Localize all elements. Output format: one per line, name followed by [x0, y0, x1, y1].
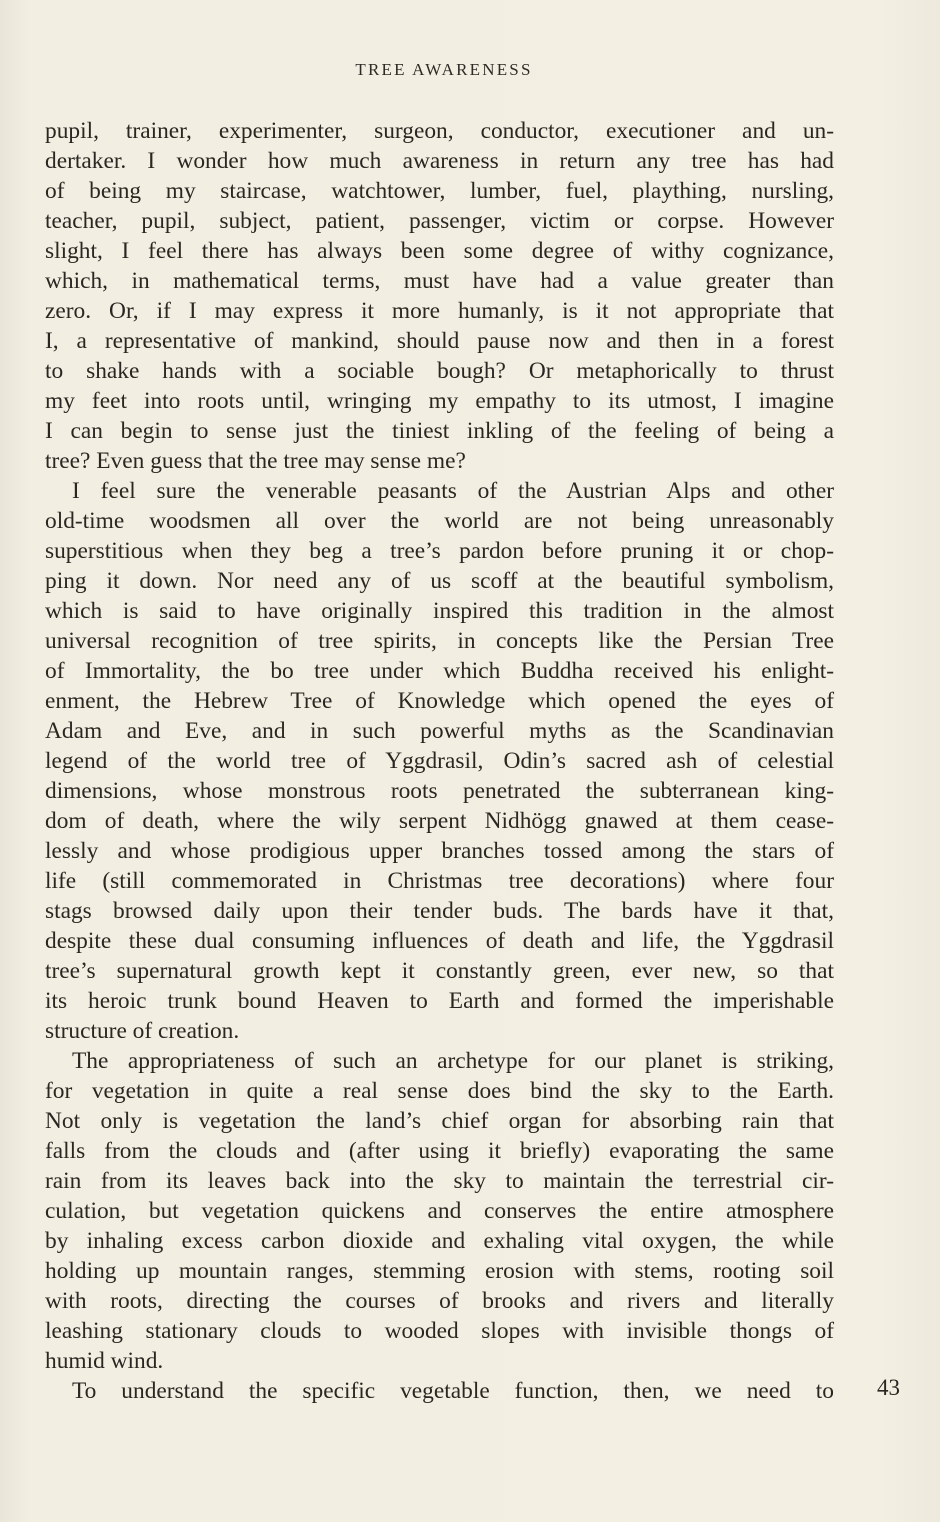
- text-line: pupil, trainer, experimenter, surgeon, conductor, executioner and un-: [45, 118, 834, 144]
- text-line: which is said to have originally inspired this tradition in the almost: [45, 598, 834, 624]
- text-line: To understand the specific vegetable function, then, we need to: [72, 1378, 834, 1404]
- text-line: I can begin to sense just the tiniest inkling of the feeling of being a: [45, 418, 834, 444]
- text-line: enment, the Hebrew Tree of Knowledge which opened the eyes of: [45, 688, 834, 714]
- text-line: I, a representative of mankind, should pause now and then in a forest: [45, 328, 834, 354]
- text-line: ping it down. Nor need any of us scoff at the beautiful symbolism,: [45, 568, 834, 594]
- text-line: culation, but vegetation quickens and conserves the entire atmosphere: [45, 1198, 834, 1224]
- text-line: dom of death, where the wily serpent Nidhögg gnawed at them cease-: [45, 808, 834, 834]
- text-line: life (still commemorated in Christmas tree decorations) where four: [45, 868, 834, 894]
- text-line: The appropriateness of such an archetype for our planet is striking,: [72, 1048, 834, 1074]
- body-text: [45, 116, 834, 1406]
- text-line: tree? Even guess that the tree may sense me?: [45, 448, 466, 474]
- text-line: of being my staircase, watchtower, lumber, fuel, plaything, nursling,: [45, 178, 834, 204]
- text-line: superstitious when they beg a tree’s pardon before pruning it or chop-: [45, 538, 834, 564]
- text-line: its heroic trunk bound Heaven to Earth and formed the imperishable: [45, 988, 834, 1014]
- text-line: universal recognition of tree spirits, in concepts like the Persian Tree: [45, 628, 834, 654]
- text-line: leashing stationary clouds to wooded slopes with invisible thongs of: [45, 1318, 834, 1344]
- text-line: teacher, pupil, subject, patient, passenger, victim or corpse. However: [45, 208, 834, 234]
- text-line: by inhaling excess carbon dioxide and exhaling vital oxygen, the while: [45, 1228, 834, 1254]
- text-line: of Immortality, the bo tree under which Buddha received his enlight-: [45, 658, 834, 684]
- text-line: falls from the clouds and (after using it briefly) evaporating the same: [45, 1138, 834, 1164]
- text-line: holding up mountain ranges, stemming erosion with stems, rooting soil: [45, 1258, 834, 1284]
- text-line: tree’s supernatural growth kept it constantly green, ever new, so that: [45, 958, 834, 984]
- text-line: stags browsed daily upon their tender buds. The bards have it that,: [45, 898, 834, 924]
- text-line: to shake hands with a sociable bough? Or metaphorically to thrust: [45, 358, 834, 384]
- text-line: which, in mathematical terms, must have had a value greater than: [45, 268, 834, 294]
- text-line: dimensions, whose monstrous roots penetrated the subterranean king-: [45, 778, 834, 804]
- text-line: structure of creation.: [45, 1018, 240, 1044]
- page-number: 43: [877, 1375, 900, 1400]
- text-line: with roots, directing the courses of brooks and rivers and literally: [45, 1288, 834, 1314]
- text-line: old-time woodsmen all over the world are not being unreasonably: [45, 508, 834, 534]
- text-line: dertaker. I wonder how much awareness in return any tree has had: [45, 148, 834, 174]
- text-line: lessly and whose prodigious upper branches tossed among the stars of: [45, 838, 834, 864]
- text-line: Adam and Eve, and in such powerful myths as the Scandinavian: [45, 718, 834, 744]
- text-line: my feet into roots until, wringing my empathy to its utmost, I imagine: [45, 388, 834, 414]
- text-line: slight, I feel there has always been some degree of withy cognizance,: [45, 238, 834, 264]
- text-line: rain from its leaves back into the sky to maintain the terrestrial cir-: [45, 1168, 834, 1194]
- text-line: Not only is vegetation the land’s chief organ for absorbing rain that: [45, 1108, 834, 1134]
- text-line: despite these dual consuming influences of death and life, the Yggdrasil: [45, 928, 834, 954]
- text-line: zero. Or, if I may express it more humanly, is it not appropriate that: [45, 298, 834, 324]
- text-line: legend of the world tree of Yggdrasil, Odin’s sacred ash of celestial: [45, 748, 834, 774]
- running-head: TREE AWARENESS: [355, 60, 533, 79]
- text-line: humid wind.: [45, 1348, 164, 1374]
- text-line: I feel sure the venerable peasants of the Austrian Alps and other: [72, 478, 834, 504]
- text-line: for vegetation in quite a real sense does bind the sky to the Earth.: [45, 1078, 834, 1104]
